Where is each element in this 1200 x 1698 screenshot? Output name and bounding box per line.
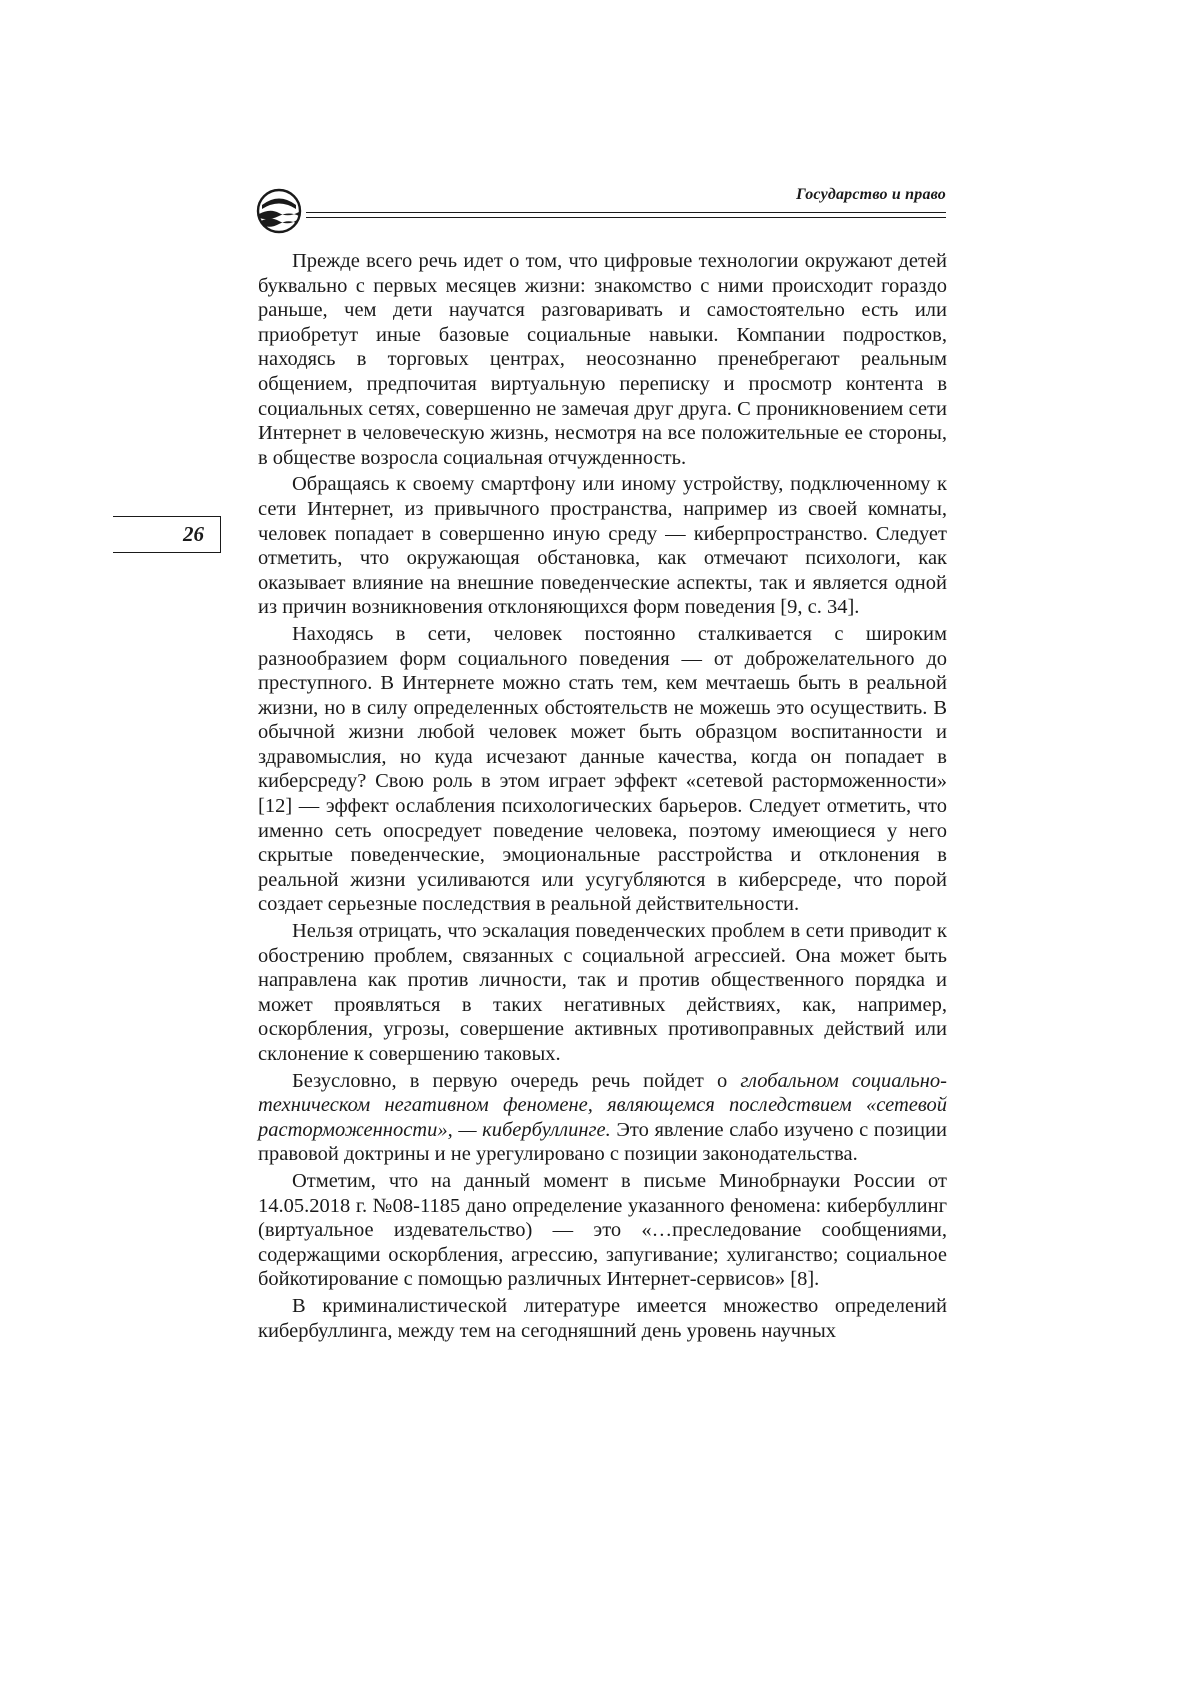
paragraph-5 [258, 1069, 947, 1167]
paragraph-4: Нельзя отрицать, что эскалация поведенческих проблем в сети приводит к обострению проблем, связанных с социальной агрессией. Она может быть направлена как против личности, так и против общественного порядка и может проявляться в таких негативных действиях, как, например, оскорбления, угрозы, совершение активных противоправных действий или склонение к совершению таковых. [258, 920, 947, 1065]
paragraph-7: В криминалистической литературе имеется множество определений кибербуллинга, между тем на сегодняшний день уровень научных [258, 1294, 947, 1342]
header-rule-bottom [306, 217, 946, 218]
paragraph-3: Находясь в сети, человек постоянно сталкивается с широким разнообразием форм социального поведения — от доброжелательного до преступного. В Интернете можно стать тем, кем мечтаешь быть в реальной жизни, но в силу определенных обстоятельств не можешь это осуществить. В обычной жизни любой человек может быть образцом воспитанности и здравомыслия, но куда исчезают данные качества, когда он попадает в киберсреду? Свою роль в этом играет эффект «сетевой расторможенности» [12] — эффект ослабления психологических барьеров. Следует отметить, что именно сеть опосредует поведение человека, поэтому имеющиеся у него скрытые поведенческие, эмоциональные расстройства и отклонения в реальной жизни усиливаются или усугубляются в киберсреде, что порой создает серьезные последствия в реальной действительности. [258, 622, 947, 916]
paragraph-5-lead: Безусловно, в первую очередь речь пойдет о [292, 1069, 741, 1092]
page-number: 26 [183, 522, 204, 546]
article-body [258, 249, 947, 1345]
page-number-box [113, 516, 221, 553]
running-head: Государство и право [796, 186, 946, 203]
journal-waves-logo-icon [256, 188, 302, 234]
paragraph-1: Прежде всего речь идет о том, что цифровые технологии окружают детей буквально с первых месяцев жизни: знакомство с ними происходит гораздо раньше, чем дети научатся разговаривать и самостоятельно есть или приобретут иные базовые социальные навыки. Компании подростков, находясь в торговых центрах, неосознанно пренебрегают реальным общением, предпочитая виртуальную переписку и просмотр контента в социальных сетях, совершенно не замечая друг друга. С проникновением сети Интернет в человеческую жизнь, несмотря на все положительные ее стороны, в обществе возросла социальная отчужденность. [258, 250, 947, 469]
paragraph-5-tail: Это явление слабо изучено с позиции правовой доктрины и не урегулировано с позиции законодательства. [258, 1118, 947, 1166]
paragraph-6: Отметим, что на данный момент в письме Минобрнауки России от 14.05.2018 г. №08-1185 дано определение указанного феномена: кибербуллинг (виртуальное издевательство) — это «…преследование сообщениями, содержащими оскорбления, агрессию, запугивание; хулиганство; социальное бойкотирование с помощью различных Интернет-сервисов» [8]. [258, 1169, 947, 1291]
header-rule-top [306, 212, 946, 213]
paragraph-5-italic-term: глобальном социально-техническом негативном феномене, являющемся последствием «сетевой расторможенности», — кибербуллинге. [258, 1069, 947, 1141]
paragraph-2: Обращаясь к своему смартфону или иному устройству, подключенному к сети Интернет, из привычного пространства, например из своей комнаты, человек попадает в совершенно иную среду — киберпространство. Следует отметить, что окружающая обстановка, как отмечают психологи, как оказывает влияние на внешние поведенческие аспекты, так и является одной из причин возникновения отклоняющихся форм поведения [9, с. 34]. [258, 473, 947, 619]
